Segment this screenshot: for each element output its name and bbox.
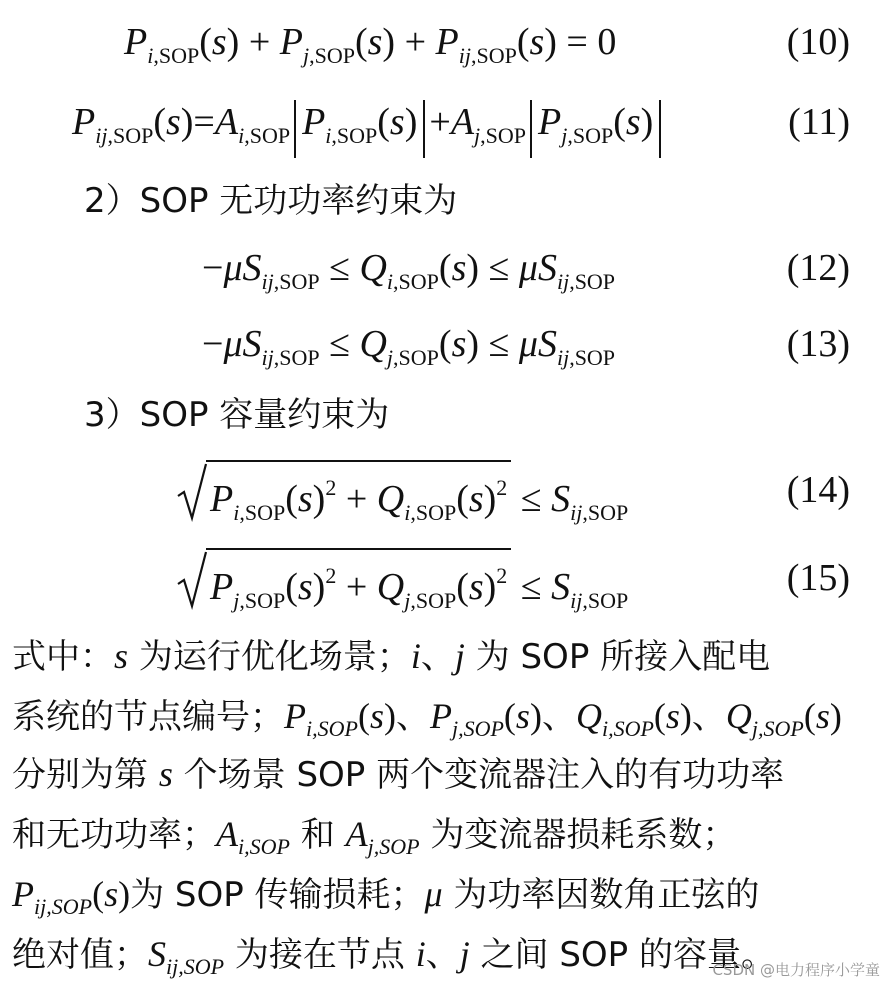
paragraph-line-2: 系统的节点编号；$P_{i,SOP}(s)$、$P_{j,SOP}(s)$、$Q_{i,SOP}(s)$、$Q_{j,SOP}(s)$	[12, 696, 842, 741]
equation-10	[0, 12, 892, 72]
paragraph-line-3: 分别为第 s 个场景 SOP 两个变流器注入的有功功率	[12, 754, 785, 795]
absolute-value: $P_{i,SOP}(s)$	[294, 100, 425, 158]
absolute-value: $P_{j,SOP}(s)$	[530, 100, 661, 158]
paragraph-line-4: 和无功功率；$A_{i,SOP}$ 和 $A_{j,SOP}$ 为变流器损耗系数；	[12, 814, 737, 859]
equation-number: (10)	[786, 21, 850, 63]
watermark: CSDN @电力程序小学童	[712, 961, 880, 979]
equation-11	[0, 92, 892, 152]
equation-14	[0, 460, 892, 525]
radical-sign-icon	[176, 550, 208, 610]
section-heading-capacity: 3）SOP 容量约束为	[84, 395, 390, 435]
equation-number: (15)	[786, 557, 850, 599]
square-root: $P_{j,SOP}(s)^2 + Q_{j,SOP}(s)^2$	[176, 548, 511, 627]
square-root: $P_{i,SOP}(s)^2 + Q_{i,SOP}(s)^2$	[176, 460, 511, 539]
paragraph-line-5: $P_{ij,SOP}(s)$为 SOP 传输损耗；μ 为功率因数角正弦的	[12, 874, 760, 919]
paragraph-line-6: 绝对值；$S_{ij,SOP}$ 为接在节点 i、j 之间 SOP 的容量。	[12, 934, 775, 979]
symbol-P: P	[124, 21, 148, 63]
equation-15	[0, 548, 892, 613]
equation-15-body: $P_{j,SOP}(s)^2 + Q_{j,SOP}(s)^2 \le S_{ij,SOP}$	[176, 548, 628, 631]
equation-number: (14)	[786, 469, 850, 511]
equation-12-body: $-\mu S_{ij,SOP} \le Q_{i,SOP}(s) \le \mu S_{ij,SOP}$	[202, 247, 616, 294]
equation-number: (13)	[786, 323, 850, 365]
equation-13-body: $-\mu S_{ij,SOP} \le Q_{j,SOP}(s) \le \mu S_{ij,SOP}$	[202, 323, 616, 370]
radical-sign-icon	[176, 462, 208, 522]
equation-14-body: $P_{i,SOP}(s)^2 + Q_{i,SOP}(s)^2 \le S_{ij,SOP}$	[176, 460, 628, 543]
equation-12	[0, 238, 892, 298]
section-heading-reactive-power: 2）SOP 无功功率约束为	[84, 181, 458, 221]
paragraph-line-1: 式中：s 为运行优化场景；i、j 为 SOP 所接入配电	[12, 636, 771, 677]
equation-11-body: $P_{ij,SOP}(s)=A_{i,SOP}$ $P_{i,SOP}(s) +A_{j,SOP}$ $P_{j,SOP}(s)$	[72, 92, 665, 166]
equation-number: (12)	[786, 247, 850, 289]
equation-number: (11)	[788, 101, 850, 143]
equation-10-body: $P_{i,SOP}(s) + P_{j,SOP}(s) + P_{ij,SOP}(s) = 0$	[124, 21, 617, 68]
equation-13	[0, 314, 892, 374]
